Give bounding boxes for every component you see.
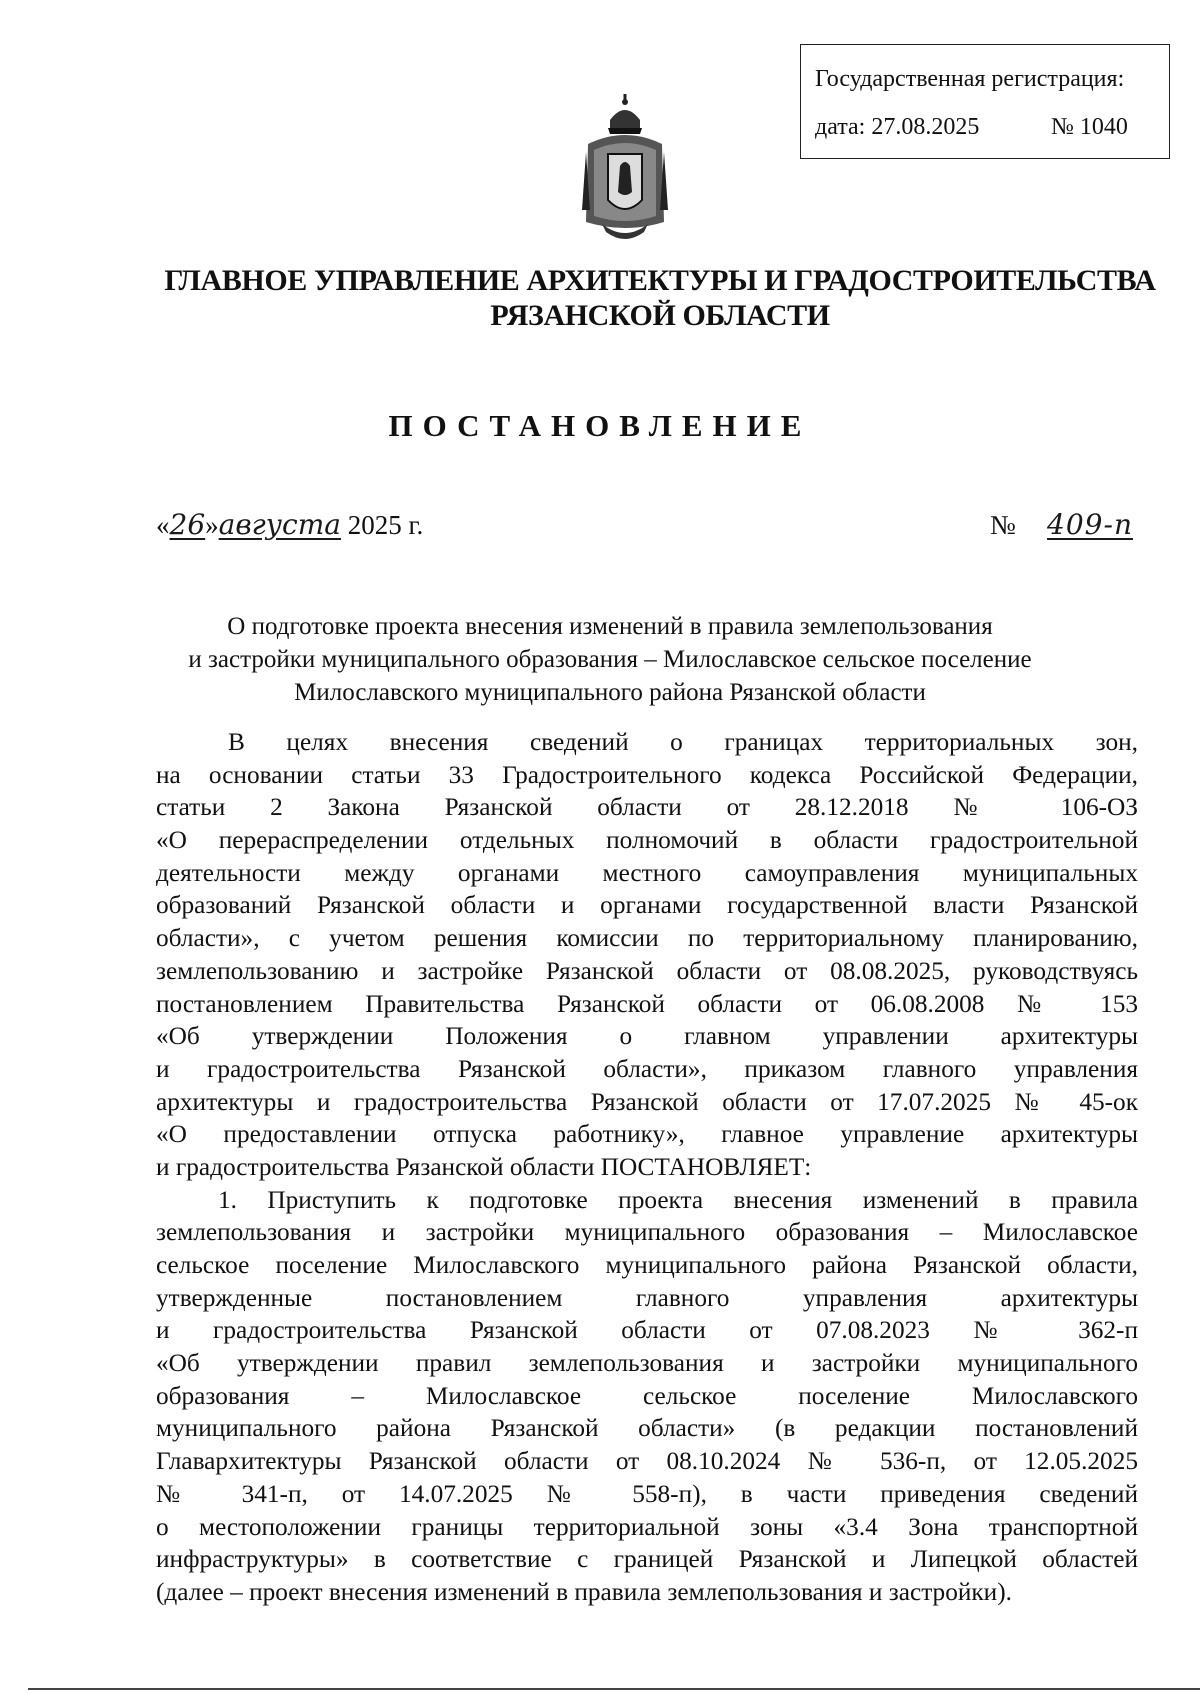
number-sign: № (990, 510, 1016, 540)
body-line: архитектуры и градостроительства Рязанской области от 17.07.2025 № 45-ок (156, 1087, 1138, 1116)
body-line: «Об утверждении Положения о главном управлении архитектуры (156, 1022, 1138, 1051)
body-line: муниципального района Рязанской области» (в редакции постановлений (156, 1414, 1138, 1443)
page-bottom-rule (28, 1688, 1200, 1690)
body-line: 1. Приступить к подготовке проекта внесения изменений в правила (218, 1185, 1138, 1214)
body-line: о местоположении границы территориальной зоны «3.4 Зона транспортной (156, 1512, 1138, 1541)
date-close-quote: » (205, 510, 219, 540)
agency-name-line-2: РЯЗАНСКОЙ ОБЛАСТИ (490, 299, 830, 332)
body-line: области», с учетом решения комиссии по территориальному планированию, (156, 924, 1138, 953)
body-line: и градостроительства Рязанской области ПОСТАНОВЛЯЕТ: (156, 1152, 812, 1181)
body-line: постановлением Правительства Рязанской области от 06.08.2008 № 153 (156, 989, 1138, 1018)
registration-number: № 1040 (1051, 114, 1128, 140)
date-day-handwritten: 26 (169, 508, 206, 541)
body-line: инфраструктуры» в соответствие с границей Рязанской и Липецкой областей (156, 1545, 1138, 1574)
body-line: «О предоставлении отпуска работнику», главное управление архитектуры (156, 1120, 1138, 1149)
document-body (156, 726, 1138, 1609)
body-line: № 341-п, от 14.07.2025 № 558-п), в части приведения сведений (156, 1479, 1138, 1508)
body-line: на основании статьи 33 Градостроительного кодекса Российской Федерации, (156, 760, 1138, 789)
body-line: деятельности между органами местного самоуправления муниципальных (156, 858, 1138, 887)
subject-line: О подготовке проекта внесения изменений в правила землепользования (227, 613, 993, 640)
date-month-handwritten: августа (218, 508, 341, 541)
body-line: «Об утверждении правил землепользования и застройки муниципального (156, 1349, 1138, 1378)
subject-line: Милославского муниципального района Рязанской области (294, 679, 926, 706)
body-line: образования – Милославское сельское поселение Милославского (156, 1381, 1138, 1410)
document-subject (150, 610, 1070, 709)
agency-name-line-1: ГЛАВНОЕ УПРАВЛЕНИЕ АРХИТЕКТУРЫ И ГРАДОСТРОИТЕЛЬСТВА (164, 264, 1156, 297)
document-type-title: ПОСТАНОВЛЕНИЕ (388, 408, 812, 443)
body-line: «О перераспределении отдельных полномочий в области градостроительной (156, 826, 1138, 855)
registration-date: дата: 27.08.2025 (815, 114, 980, 140)
number-value-handwritten: 409-п (1047, 508, 1133, 541)
body-line: Главархитектуры Рязанской области от 08.10.2024 № 536-п, от 12.05.2025 (156, 1447, 1138, 1476)
subject-line: и застройки муниципального образования – Милославское сельское поселение (188, 646, 1032, 673)
body-line: сельское поселение Милославского муниципального района Рязанской области, (156, 1251, 1138, 1279)
document-date (156, 508, 423, 541)
body-line: утвержденные постановлением главного управления архитектуры (156, 1283, 1138, 1312)
body-line: землепользованию и застройке Рязанской области от 08.08.2025, руководствуясь (156, 956, 1138, 985)
body-line: и градостроительства Рязанской области», приказом главного управления (156, 1054, 1138, 1083)
body-line: образований Рязанской области и органами государственной власти Рязанской (156, 891, 1138, 920)
body-line: землепользования и застройки муниципального образования – Милославское (156, 1218, 1138, 1247)
registration-stamp (800, 44, 1170, 159)
coat-of-arms-emblem (580, 92, 670, 247)
document-number (990, 508, 1158, 541)
body-line: статьи 2 Закона Рязанской области от 28.12.2018 № 106-ОЗ (156, 793, 1138, 822)
registration-title: Государственная регистрация: (815, 66, 1125, 92)
date-open-quote: « (156, 510, 170, 540)
date-year: 2025 г. (347, 510, 424, 540)
body-line: (далее – проект внесения изменений в правила землепользования и застройки). (156, 1577, 1012, 1606)
body-line: и градостроительства Рязанской области от 07.08.2023 № 362-п (156, 1316, 1138, 1345)
body-line: В целях внесения сведений о границах территориальных зон, (228, 728, 1138, 756)
